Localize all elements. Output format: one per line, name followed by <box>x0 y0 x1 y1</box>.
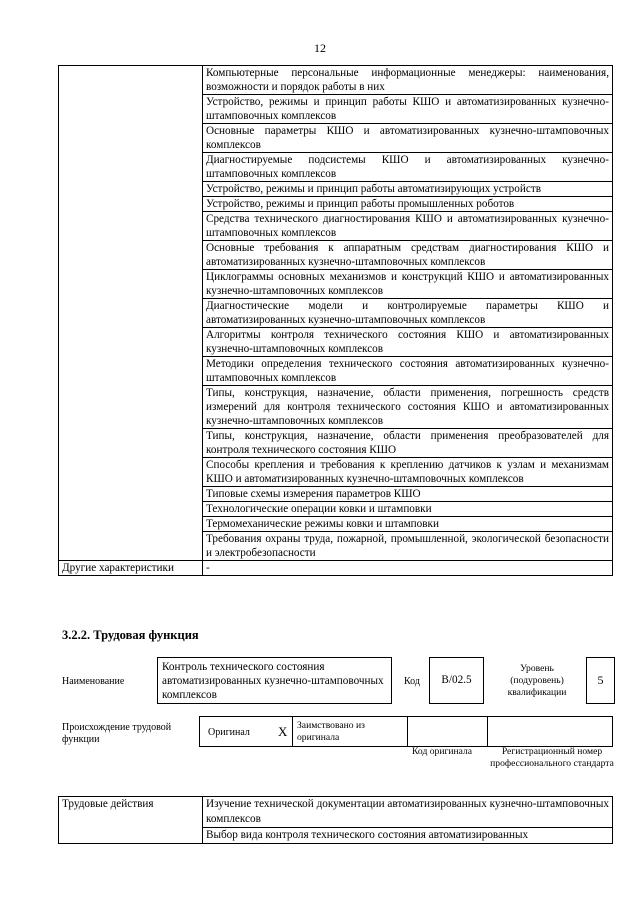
labor-action-item: Выбор вида контроля технического состояния автоматизированных <box>203 828 613 844</box>
labor-action-row <box>59 797 613 828</box>
knowledge-table <box>58 65 613 576</box>
original-label: Оригинал <box>208 727 250 738</box>
knowledge-item: Диагностируемые подсистемы КШО и автоматизированных кузнечно-штамповочных комплексов <box>203 153 613 182</box>
labor-actions-table <box>58 796 613 844</box>
knowledge-item: Типы, конструкция, назначение, области применения, погрешность средств измерений для контроля технического состояния КШО и автоматизированных кузнечно-штамповочных комплексов <box>203 386 613 429</box>
labor-actions-label: Трудовые действия <box>59 797 203 844</box>
knowledge-item: Устройство, режимы и принцип работы промышленных роботов <box>203 197 613 212</box>
knowledge-label-cell <box>59 66 203 561</box>
code-original-caption: Код оригинала <box>412 746 473 757</box>
original-mark: X <box>278 724 288 739</box>
origin-cells <box>199 716 613 747</box>
knowledge-item: Алгоритмы контроля технического состояния КШО и автоматизированных кузнечно-штамповочных комплексов <box>203 328 613 357</box>
other-characteristics-label: Другие характеристики <box>59 561 203 576</box>
section-title: 3.2.2. Трудовая функция <box>62 628 199 642</box>
code-value: B/02.5 <box>441 674 472 686</box>
knowledge-item: Устройство, режимы и принцип работы автоматизирующих устройств <box>203 182 613 197</box>
level-value-box <box>586 657 615 704</box>
page-number: 12 <box>314 41 326 55</box>
knowledge-item: Основные требования к аппаратным средствам диагностирования КШО и автоматизированных кузнечно-штамповочных комплексов <box>203 241 613 270</box>
other-characteristics-row <box>59 561 613 576</box>
level-label: Уровень (подуровень) квалификации <box>507 663 567 698</box>
knowledge-item: Типы, конструкция, назначение, области применения преобразователей для контроля технического состояния КШО <box>203 429 613 458</box>
knowledge-item: Способы крепления и требования к креплению датчиков к узлам и механизмам КШО и автоматизированных кузнечно-штамповочных комплексов <box>203 458 613 487</box>
name-value-box <box>157 657 392 704</box>
knowledge-item: Требования охраны труда, пожарной, промышленной, экологической безопасности и электробезопасности <box>203 532 613 561</box>
knowledge-item: Термомеханические режимы ковки и штамповки <box>203 517 613 532</box>
other-characteristics-value: - <box>203 561 613 576</box>
labor-action-item: Изучение технической документации автоматизированных кузнечно-штамповочных комплексов <box>203 797 613 828</box>
code-label: Код <box>404 676 420 687</box>
knowledge-item: Средства технического диагностирования КШО и автоматизированных кузнечно-штамповочных комплексов <box>203 212 613 241</box>
code-value-box <box>429 657 484 704</box>
knowledge-item: Методики определения технического состояния автоматизированных кузнечно-штамповочных комплексов <box>203 357 613 386</box>
knowledge-item: Технологические операции ковки и штамповки <box>203 502 613 517</box>
knowledge-item: Устройство, режимы и принцип работы КШО и автоматизированных кузнечно-штамповочных комплексов <box>203 95 613 124</box>
reg-number-caption: Регистрационный номер профессионального стандарта <box>490 746 614 769</box>
borrowed-label: Заимствовано из оригинала <box>297 720 365 743</box>
knowledge-item: Компьютерные персональные информационные менеджеры: наименования, возможности и порядок работы в них <box>203 66 613 95</box>
knowledge-row <box>59 66 613 95</box>
origin-label: Происхождение трудовой функции <box>62 722 172 745</box>
function-name: Контроль технического состояния автоматизированных кузнечно-штамповочных комплексов <box>162 661 384 701</box>
knowledge-item: Типовые схемы измерения параметров КШО <box>203 487 613 502</box>
knowledge-item: Основные параметры КШО и автоматизированных кузнечно-штамповочных комплексов <box>203 124 613 153</box>
level-value: 5 <box>597 673 604 687</box>
knowledge-item: Диагностические модели и контролируемые параметры КШО и автоматизированных кузнечно-штамповочных комплексов <box>203 299 613 328</box>
name-label: Наименование <box>62 676 125 687</box>
knowledge-item: Циклограммы основных механизмов и конструкций КШО и автоматизированных кузнечно-штамповочных комплексов <box>203 270 613 299</box>
